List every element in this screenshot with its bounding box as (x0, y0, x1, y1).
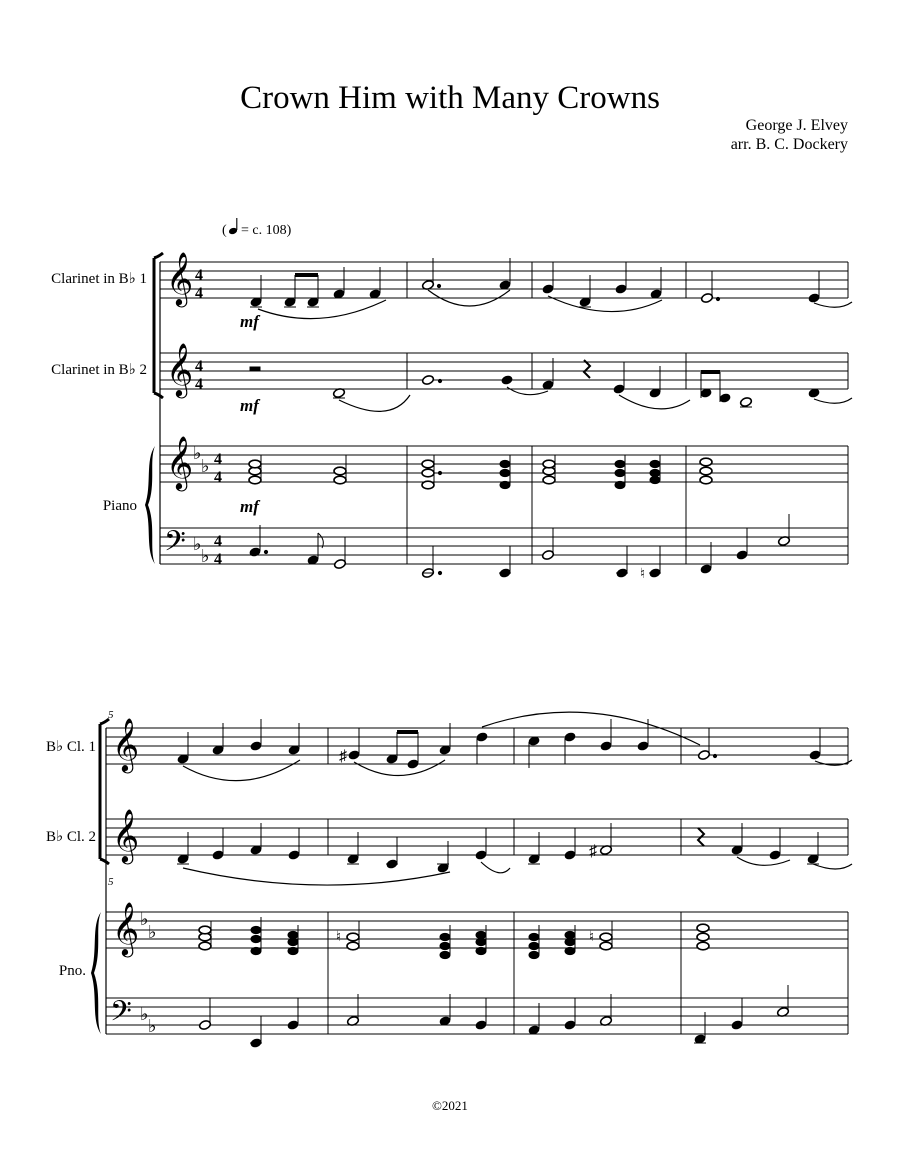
clarinet-2-notes (250, 358, 852, 411)
piano-rh-notes (199, 917, 709, 959)
staff-name-piano: Piano (102, 498, 137, 514)
svg-text:4: 4 (214, 533, 222, 550)
measure-number: 5 (108, 709, 114, 721)
svg-text:♮: ♮ (640, 567, 646, 582)
piano-lh-notes (199, 985, 790, 1048)
staff-name-clarinet-2: Clarinet in B♭ 2 (51, 362, 147, 378)
treble-clef-icon: 𝄞 (166, 344, 194, 395)
flat-icon: ♭ (148, 922, 157, 942)
flat-icon: ♭ (148, 1016, 157, 1036)
svg-text:4: 4 (214, 551, 222, 568)
clarinet-1-notes (250, 258, 852, 319)
svg-text:♮: ♮ (589, 930, 595, 945)
composer-credit: George J. Elvey (745, 117, 848, 134)
treble-clef-icon: 𝄞 (166, 437, 194, 488)
svg-text:♯: ♯ (339, 748, 347, 765)
tempo-text: = c. 108) (241, 223, 292, 238)
score-title: Crown Him with Many Crowns (240, 80, 660, 116)
dynamic-marking: mf (240, 312, 259, 331)
dynamic-marking: mf (240, 497, 259, 516)
quarter-note-icon (228, 218, 238, 235)
piano-brace (91, 912, 101, 1034)
copyright-notice: ©2021 (432, 1098, 468, 1113)
staff-name-piano-short: Pno. (58, 963, 86, 979)
tempo-open-paren: ( (222, 223, 227, 238)
treble-clef-icon: 𝄞 (112, 810, 140, 861)
staff-bracket (100, 719, 109, 864)
staff-bracket (154, 253, 163, 398)
dynamic-marking: mf (240, 396, 259, 415)
staff-name-clarinet-2-short: B♭ Cl. 2 (45, 829, 96, 845)
svg-text:4: 4 (195, 358, 203, 375)
treble-clef-icon: 𝄞 (166, 253, 194, 304)
flat-icon: ♭ (140, 1004, 149, 1024)
staff-name-clarinet-1-short: B♭ Cl. 1 (45, 739, 96, 755)
piano-lh-notes (249, 514, 790, 582)
svg-text:4: 4 (214, 451, 222, 468)
staff-name-clarinet-1: Clarinet in B♭ 1 (51, 271, 147, 287)
flat-icon: ♭ (201, 456, 210, 476)
treble-clef-icon: 𝄞 (112, 903, 140, 954)
svg-text:4: 4 (195, 285, 203, 302)
staff-lines (160, 262, 848, 564)
arranger-credit: arr. B. C. Dockery (730, 136, 848, 153)
staff-lines (106, 728, 848, 1034)
flat-icon: ♭ (140, 909, 149, 929)
flat-icon: ♭ (201, 546, 210, 566)
bass-clef-icon: 𝄢 (110, 997, 132, 1034)
svg-text:♯: ♯ (589, 843, 597, 860)
time-signature (195, 267, 222, 568)
flat-icon: ♭ (193, 443, 202, 463)
piano-brace (145, 446, 155, 564)
svg-text:4: 4 (195, 267, 203, 284)
flat-icon: ♭ (193, 534, 202, 554)
svg-text:4: 4 (195, 376, 203, 393)
measure-number: 5 (108, 876, 114, 888)
treble-clef-icon: 𝄞 (112, 719, 140, 770)
svg-text:4: 4 (214, 469, 222, 486)
piano-rh-notes (249, 455, 712, 489)
system-2 (46, 709, 852, 1048)
svg-text:♮: ♮ (336, 930, 342, 945)
system-1 (51, 252, 852, 582)
bass-clef-icon: 𝄢 (164, 527, 186, 564)
